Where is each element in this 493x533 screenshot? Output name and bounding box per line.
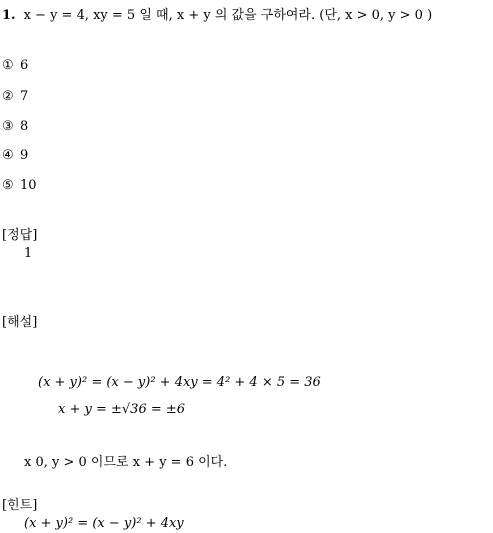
choice-1[interactable] (2, 58, 28, 73)
choice-marker: ④ (2, 148, 14, 163)
choice-label: 6 (20, 58, 29, 73)
choice-label: 10 (20, 178, 37, 193)
choice-label: 7 (20, 89, 29, 104)
choice-2[interactable] (2, 89, 28, 104)
answer-value: 1 (24, 246, 33, 261)
question-number: 1. (2, 8, 16, 23)
choice-label: 8 (20, 119, 29, 134)
choice-marker: ③ (2, 119, 14, 134)
choice-4[interactable] (2, 148, 28, 163)
hint-heading: [힌트] (2, 498, 38, 513)
hint-equation: (x + y)² = (x − y)² + 4xy (24, 516, 184, 531)
choice-marker: ① (2, 58, 14, 73)
solution-equation-1: (x + y)² = (x − y)² + 4xy = 4² + 4 × 5 = 36 (38, 375, 321, 390)
choice-3[interactable] (2, 119, 28, 134)
answer-heading: [정답] (2, 228, 38, 243)
solution-equation-2: x + y = ±√36 = ±6 (58, 402, 186, 417)
choice-5[interactable] (2, 178, 37, 193)
solution-conclusion: x 0, y > 0 이므로 x + y = 6 이다. (24, 455, 228, 470)
choice-marker: ② (2, 89, 14, 104)
solution-heading: [해설] (2, 315, 38, 330)
choice-marker: ⑤ (2, 178, 14, 193)
choice-label: 9 (20, 148, 29, 163)
question-text: x − y = 4, xy = 5 일 때, x + y 의 값을 구하여라. (단, x > 0, y > 0 ) (23, 8, 433, 23)
question (2, 4, 432, 23)
